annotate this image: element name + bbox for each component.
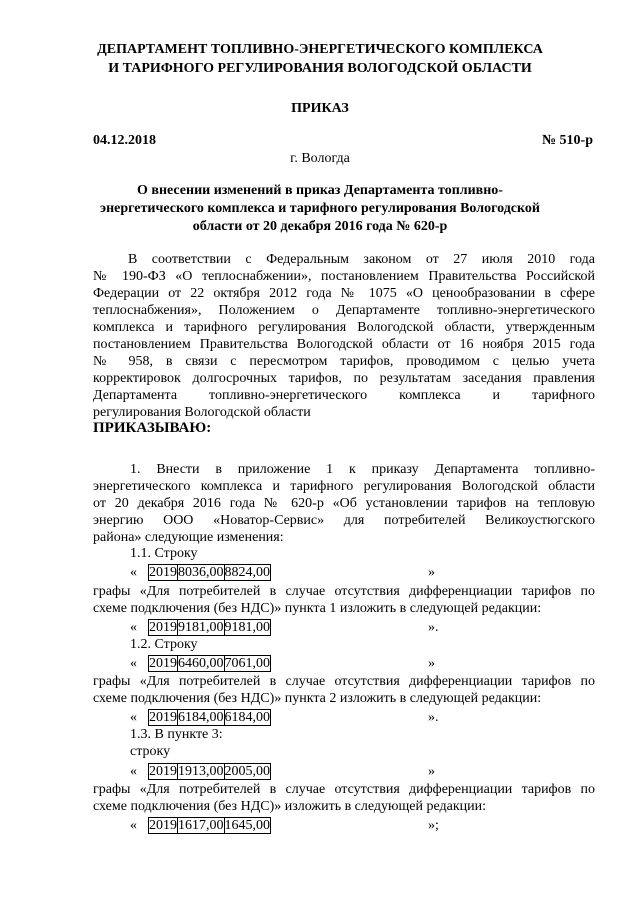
item1-line: энергетического комплекса и тарифного регулирования Вологодской области (93, 479, 595, 494)
quote-close: » (428, 764, 435, 779)
preamble-line: № 190-ФЗ «О теплоснабжении», постановлением Правительства Российской (93, 269, 595, 284)
tariff-year: 2019 (149, 818, 177, 833)
department-name-line1: ДЕПАРТАМЕНТ ТОПЛИВНО-ЭНЕРГЕТИЧЕСКОГО КОМПЛЕКСА (97, 42, 543, 57)
tariff-year: 2019 (149, 565, 177, 580)
quote-close: » (428, 565, 435, 580)
preamble-line: теплоснабжения», Положением о Департаменте топливно-энергетического (93, 303, 595, 318)
quote-close: ». (428, 710, 439, 725)
quote-open: « (130, 565, 137, 580)
preamble-line: № 958, в связи с пересмотром тарифов, проводимом с целью учета (93, 354, 595, 369)
preamble-line: постановлением Правительства Вологодской области от 16 ноября 2015 года (93, 337, 595, 352)
quote-close: »; (428, 818, 439, 833)
tariff-value-2: 2005,00 (224, 764, 270, 779)
quote-open: « (130, 818, 137, 833)
document-type: ПРИКАЗ (291, 101, 349, 116)
grafy-line: схеме подключения (без НДС)» изложить в следующей редакции: (93, 799, 487, 814)
title-line1: О внесении изменений в приказ Департамента топливно- (137, 183, 503, 198)
grafy-line: схеме подключения (без НДС)» пункта 2 изложить в следующей редакции: (93, 691, 542, 706)
preamble-line: Федерации от 22 октября 2012 года № 1075 «О ценообразовании в сфере (93, 286, 595, 301)
item1-line: района» следующие изменения: (93, 530, 284, 545)
quote-open: « (130, 710, 137, 725)
tariff-table (148, 655, 271, 672)
title-line2: энергетического комплекса и тарифного регулирования Вологодской (100, 201, 540, 216)
grafy-line: графы «Для потребителей в случае отсутствия дифференциации тарифов по (93, 674, 595, 689)
tariff-value-2: 7061,00 (224, 656, 270, 671)
tariff-table (148, 709, 271, 726)
preamble-line: корректировок долгосрочных тарифов, по результатам заседания правления (93, 371, 595, 386)
preamble-line: комплекса и тарифного регулирования Вологодской области, утвержденным (93, 320, 595, 335)
item1-line: от 20 декабря 2016 года № 620-р «Об установлении тарифов на тепловую (93, 496, 595, 511)
title-line3: области от 20 декабря 2016 года № 620-р (192, 219, 448, 234)
quote-open: « (130, 656, 137, 671)
preamble-line: регулирования Вологодской области (93, 405, 311, 420)
tariff-value-1: 9181,00 (178, 620, 224, 635)
document-city: г. Вологда (290, 151, 350, 166)
subitem-1-2: 1.2. Строку (130, 637, 198, 652)
grafy-line: графы «Для потребителей в случае отсутствия дифференциации тарифов по (93, 584, 595, 599)
tariff-value-1: 6184,00 (178, 710, 224, 725)
subitem-1-1: 1.1. Строку (130, 546, 198, 561)
tariff-table (148, 564, 271, 581)
quote-close: » (428, 656, 435, 671)
quote-open: « (130, 764, 137, 779)
grafy-line: схеме подключения (без НДС)» пункта 1 изложить в следующей редакции: (93, 601, 542, 616)
preamble-line: Департамента топливно-энергетического комплекса и тарифного (93, 388, 595, 403)
tariff-value-2: 9181,00 (224, 620, 270, 635)
document-date: 04.12.2018 (93, 133, 156, 148)
tariff-value-1: 8036,00 (178, 565, 224, 580)
tariff-value-2: 6184,00 (224, 710, 270, 725)
tariff-year: 2019 (149, 620, 177, 635)
document-number: № 510-р (541, 133, 593, 148)
tariff-value-1: 6460,00 (178, 656, 224, 671)
subitem-1-3: 1.3. В пункте 3: (130, 727, 223, 742)
tariff-table (148, 763, 271, 780)
quote-open: « (130, 620, 137, 635)
tariff-table (148, 817, 271, 834)
grafy-line: графы «Для потребителей в случае отсутствия дифференциации тарифов по (93, 782, 595, 797)
tariff-value-1: 1617,00 (178, 818, 224, 833)
tariff-table (148, 619, 271, 636)
tariff-value-2: 8824,00 (224, 565, 270, 580)
tariff-value-2: 1645,00 (224, 818, 270, 833)
tariff-year: 2019 (149, 764, 177, 779)
tariff-value-1: 1913,00 (178, 764, 224, 779)
preamble-line: В соответствии с Федеральным законом от 27 июля 2010 года (128, 252, 595, 267)
item1-line: энергию ООО «Новатор-Сервис» для потребителей Великоустюгского (93, 513, 595, 528)
department-name-line2: И ТАРИФНОГО РЕГУЛИРОВАНИЯ ВОЛОГОДСКОЙ ОБЛАСТИ (108, 61, 532, 76)
subitem-1-3-row-label: строку (130, 744, 171, 759)
tariff-year: 2019 (149, 710, 177, 725)
order-word: ПРИКАЗЫВАЮ: (93, 420, 212, 436)
tariff-year: 2019 (149, 656, 177, 671)
item1-line: 1. Внести в приложение 1 к приказу Департамента топливно- (130, 462, 595, 477)
quote-close: ». (428, 620, 439, 635)
